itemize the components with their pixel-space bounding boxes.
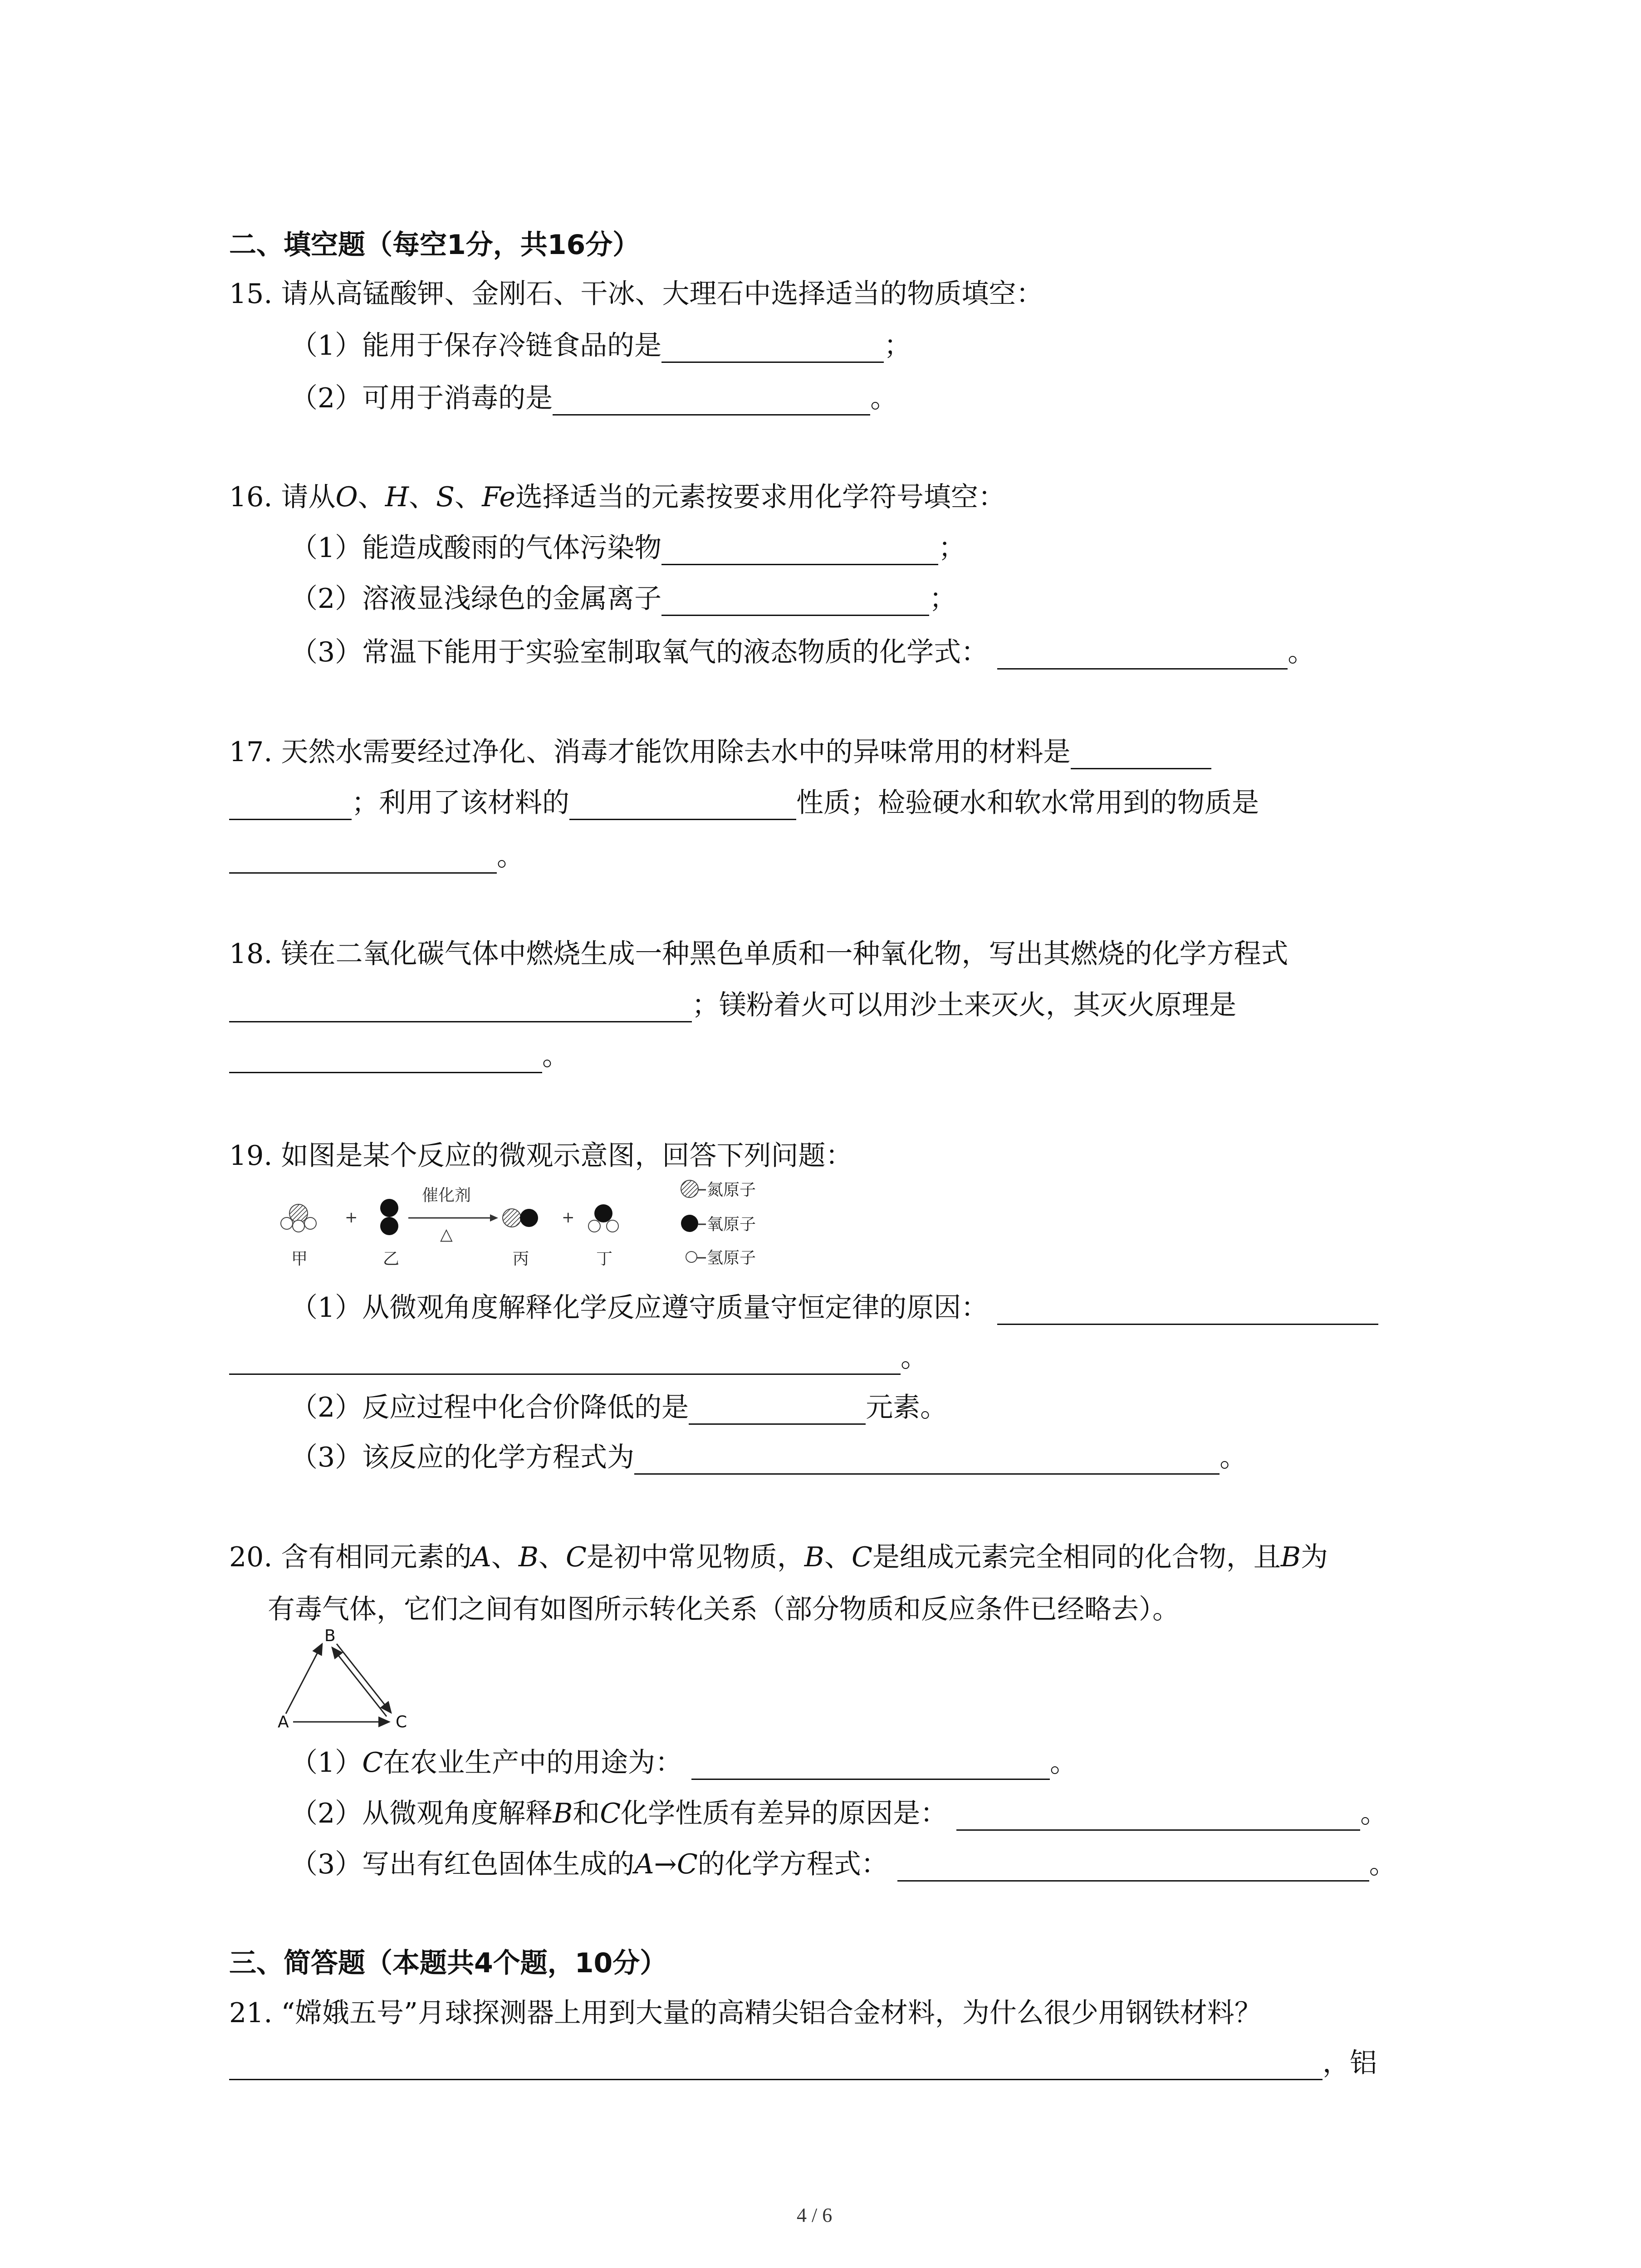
q16-symbol-fe: Fe — [482, 481, 515, 513]
q20-sep: 、 — [824, 1541, 852, 1573]
q16-sub2 — [290, 577, 956, 616]
q18-end: 。 — [542, 1040, 569, 1072]
q16-sub3 — [290, 631, 1315, 670]
q16-sub2-text: （2）溶液显浅绿色的金属离子 — [290, 583, 662, 615]
molecule-yi — [380, 1199, 398, 1235]
q20-sub1-post: 在农业生产中的用途为： — [383, 1747, 683, 1779]
q20-line1-mid2: 是组成元素完全相同的化合物，且 — [872, 1541, 1281, 1573]
molecule-bing — [503, 1209, 538, 1227]
q17-blank3[interactable] — [229, 842, 497, 874]
q15-sub2 — [290, 376, 897, 415]
q15-sub2-blank[interactable] — [553, 384, 870, 415]
q20-b: B — [804, 1541, 824, 1573]
q16-stem-post: 选择适当的元素按要求用化学符号填空： — [515, 481, 1005, 513]
q20-b: B — [518, 1541, 539, 1573]
q15-sub1-text: （1）能用于保存冷链食品的是 — [290, 330, 662, 362]
q20-b: B — [553, 1798, 573, 1829]
q20-sub2-blank[interactable] — [956, 1799, 1360, 1831]
q18-line3 — [229, 1034, 569, 1073]
arrow-c-to-b — [332, 1647, 387, 1716]
q20-c: C — [676, 1848, 698, 1880]
page-number: 4 / 6 — [797, 2204, 833, 2226]
q15-sub2-text: （2）可用于消毒的是 — [290, 382, 553, 414]
q16-sep: 、 — [358, 481, 385, 513]
q20-line2: 有毒气体，它们之间有如图所示转化关系（部分物质和反应条件已经略去）。 — [268, 1593, 1180, 1625]
q17-line1-text: 17. 天然水需要经过净化、消毒才能饮用除去水中的异味常用的材料是 — [229, 736, 1071, 768]
reaction-arrowhead — [490, 1214, 498, 1222]
section-2-heading: 二、填空题（每空1分，共16分） — [229, 229, 640, 261]
q15-stem: 15. 请从高锰酸钾、金刚石、干冰、大理石中选择适当的物质填空： — [229, 278, 1043, 310]
molecule-jia — [281, 1204, 316, 1232]
q19-sub3-blank[interactable] — [634, 1443, 1220, 1475]
q20-line1-mid: 是初中常见物质， — [586, 1541, 804, 1573]
q16-sub3-blank[interactable] — [997, 638, 1288, 670]
q20-c: C — [851, 1541, 872, 1573]
q20-a: A — [634, 1848, 654, 1880]
q21-line1: 21. “嫦娥五号”月球探测器上用到大量的高精尖铝合金材料，为什么很少用钢铁材料？ — [229, 1997, 1262, 2029]
node-b: B — [324, 1627, 336, 1645]
q18-line2-text: ；镁粉着火可以用沙土来灭火，其灭火原理是 — [692, 989, 1236, 1021]
q15-sub1 — [290, 324, 911, 363]
q16-sub1 — [290, 526, 965, 565]
q16-symbol-s: S — [436, 481, 455, 513]
q21-line2 — [229, 2041, 1377, 2080]
arrow-b-to-c — [337, 1644, 391, 1713]
q20-c: C — [565, 1541, 587, 1573]
q20-sub3-post: 的化学方程式： — [697, 1848, 888, 1880]
section-3-heading: 三、简答题（本题共4个题，10分） — [229, 1947, 667, 1979]
q20-transformation-diagram — [277, 1624, 422, 1733]
q19-sub2-blank[interactable] — [689, 1393, 866, 1425]
q20-a: A — [471, 1541, 491, 1573]
q19-stem: 19. 如图是某个反应的微观示意图，回答下列问题： — [229, 1140, 853, 1172]
q17-blank1-b[interactable] — [229, 789, 352, 820]
q17-line2 — [229, 781, 1259, 820]
q20-sub3 — [290, 1843, 1396, 1882]
legend — [681, 1180, 756, 1267]
q20-c: C — [600, 1798, 621, 1829]
heat-symbol: △ — [440, 1225, 453, 1244]
q19-sub1-end: 。 — [901, 1342, 928, 1374]
q20-sub2 — [290, 1792, 1387, 1831]
q17-line2-a: ；利用了该材料的 — [352, 787, 569, 819]
legend-hydrogen: 氢原子 — [707, 1249, 756, 1267]
q19-sub1 — [290, 1286, 1378, 1325]
q17-blank2[interactable] — [569, 789, 796, 820]
q20-sep: 、 — [538, 1541, 566, 1573]
q17-line1 — [229, 730, 1211, 769]
q19-sub3-end: 。 — [1220, 1442, 1247, 1473]
q15-sub2-end: 。 — [870, 382, 898, 414]
q20-sub3-pre: （3）写出有红色固体生成的 — [290, 1848, 635, 1880]
q17-line2-b: 性质；检验硬水和软水常用到的物质是 — [796, 787, 1259, 819]
q16-sub1-blank[interactable] — [661, 534, 938, 565]
q16-sub1-end: ； — [938, 532, 966, 564]
q19-reaction-diagram — [277, 1173, 812, 1277]
q19-sub1-cont — [229, 1336, 928, 1375]
plus-sign: + — [345, 1208, 358, 1227]
legend-oxygen: 氧原子 — [707, 1215, 756, 1234]
q16-sep: 、 — [455, 481, 482, 513]
q19-sub2 — [290, 1386, 947, 1425]
q20-sub3-blank[interactable] — [897, 1850, 1369, 1882]
q20-b: B — [1280, 1541, 1301, 1573]
q19-sub3-text: （3）该反应的化学方程式为 — [290, 1442, 635, 1473]
q19-sub1-blank-a[interactable] — [997, 1294, 1378, 1325]
q20-sep: 、 — [491, 1541, 519, 1573]
q15-sub1-end: ； — [884, 330, 911, 362]
q17-line3 — [229, 835, 524, 874]
q20-sub1-end: 。 — [1050, 1747, 1078, 1779]
q16-sep: 、 — [409, 481, 436, 513]
q16-sub1-text: （1）能造成酸雨的气体污染物 — [290, 532, 662, 564]
q20-sub2-pre: （2）从微观角度解释 — [290, 1798, 553, 1829]
q16-sub2-end: ； — [929, 583, 957, 615]
q21-end: ，铝 — [1323, 2047, 1377, 2079]
q20-sub1-blank[interactable] — [691, 1749, 1050, 1780]
q19-sub1-text: （1）从微观角度解释化学反应遵守质量守恒定律的原因： — [290, 1292, 989, 1324]
q20-line1 — [229, 1535, 1328, 1574]
label-yi: 乙 — [383, 1250, 400, 1268]
q20-line1-end: 为 — [1300, 1541, 1328, 1573]
q20-sub1-pre: （1） — [290, 1747, 362, 1779]
node-c: C — [396, 1713, 407, 1731]
q20-sub3-arrow: → — [654, 1848, 677, 1880]
q19-sub2-end: 元素。 — [866, 1392, 948, 1423]
q16-stem — [229, 475, 1005, 514]
q18-blank1[interactable] — [229, 991, 692, 1022]
q16-stem-pre: 16. 请从 — [229, 481, 336, 513]
q19-sub1-blank-b[interactable] — [229, 1344, 901, 1375]
q16-sub3-end: 。 — [1288, 636, 1315, 668]
node-a: A — [278, 1713, 289, 1731]
q21-blank[interactable] — [229, 2049, 1323, 2080]
q18-blank2[interactable] — [229, 1042, 542, 1073]
catalyst-label: 催化剂 — [422, 1186, 471, 1205]
label-jia: 甲 — [291, 1250, 308, 1268]
plus-sign: + — [562, 1208, 575, 1227]
q18-line1: 18. 镁在二氧化碳气体中燃烧生成一种黑色单质和一种氧化物，写出其燃烧的化学方程式 — [229, 938, 1288, 970]
q17-end: 。 — [497, 841, 524, 872]
q19-sub2-text: （2）反应过程中化合价降低的是 — [290, 1392, 689, 1423]
q15-sub1-blank[interactable] — [661, 332, 884, 363]
q16-symbol-h: H — [385, 481, 409, 513]
q20-sub3-end: 。 — [1369, 1848, 1396, 1880]
arrow-a-to-b — [286, 1644, 322, 1714]
q16-sub3-text: （3）常温下能用于实验室制取氧气的液态物质的化学式： — [290, 636, 989, 668]
q20-sub2-and: 和 — [573, 1798, 600, 1829]
q16-symbol-o: O — [335, 481, 358, 513]
legend-nitrogen: 氮原子 — [707, 1181, 756, 1199]
q17-blank1-a[interactable] — [1071, 738, 1211, 769]
q20-sub1 — [290, 1741, 1077, 1780]
q20-c: C — [362, 1747, 383, 1779]
molecule-ding — [588, 1204, 618, 1232]
q20-line1-pre: 20. 含有相同元素的 — [229, 1541, 472, 1573]
q16-sub2-blank[interactable] — [661, 585, 929, 616]
q19-sub3 — [290, 1436, 1247, 1475]
q20-sub2-post: 化学性质有差异的原因是： — [621, 1798, 948, 1829]
label-bing: 丙 — [513, 1250, 529, 1268]
q20-sub2-end: 。 — [1360, 1798, 1388, 1829]
label-ding: 丁 — [596, 1250, 613, 1268]
q18-line2 — [229, 983, 1236, 1022]
